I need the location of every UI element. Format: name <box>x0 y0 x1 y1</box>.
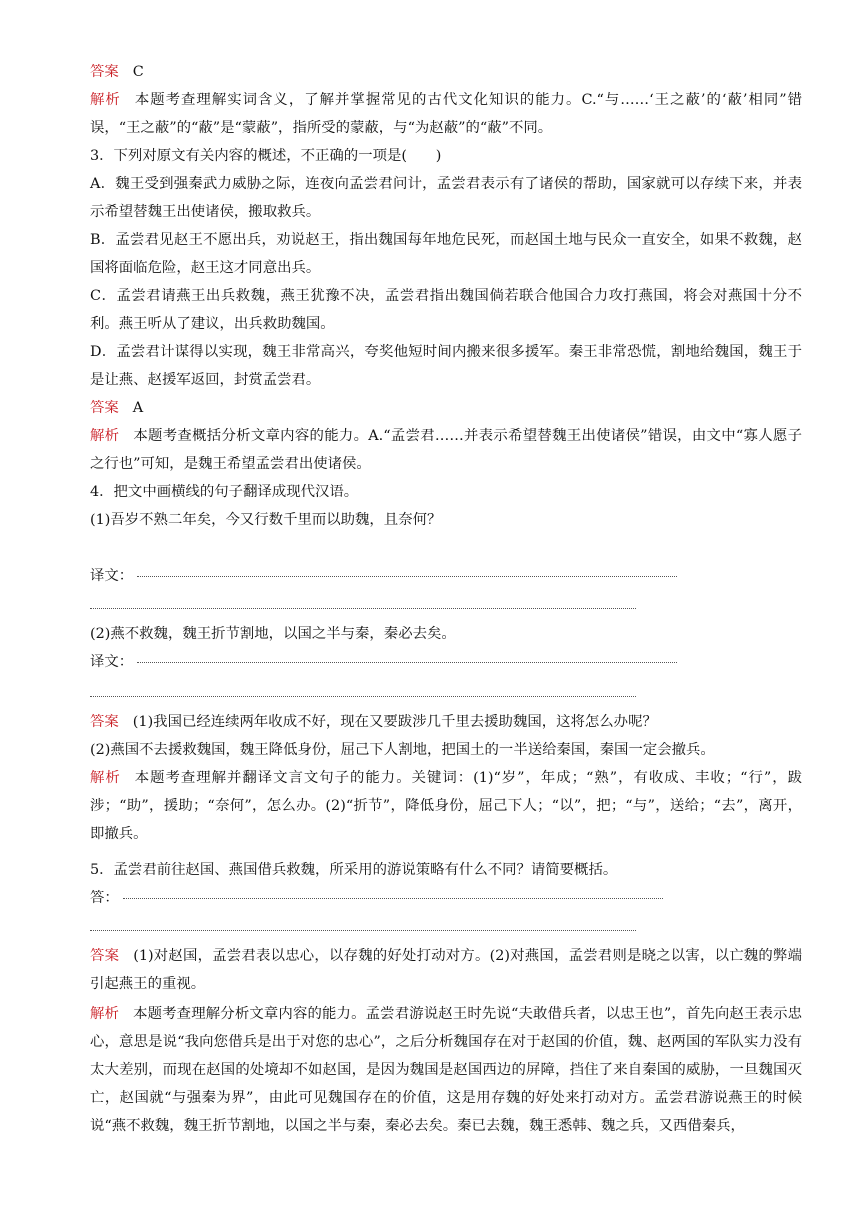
q3-stem <box>90 142 802 170</box>
q4-analysis <box>90 764 802 848</box>
q3-option-b <box>90 226 802 282</box>
q5-analysis <box>90 1000 802 1140</box>
analysis-label: 解析 <box>90 428 120 444</box>
option-c: C．孟尝君请燕王出兵救魏，燕王犹豫不决，孟尝君指出魏国倘若联合他国合力攻打燕国，将会对燕国十分不利。燕王听从了建议，出兵救助魏国。 <box>90 288 802 332</box>
q2-analysis <box>90 86 802 142</box>
answer-value: C <box>132 64 144 80</box>
q4-stem <box>90 478 802 506</box>
analysis-label: 解析 <box>90 92 121 108</box>
question-stem: 3．下列对原文有关内容的概述，不正确的一项是( ) <box>90 148 442 164</box>
answer-label: 答案 <box>90 714 119 730</box>
answer-blank[interactable] <box>137 576 677 577</box>
q3-option-d <box>90 338 802 394</box>
sentence-1: (1)吾岁不熟二年矣，今又行数千里而以助魏，且奈何？ <box>90 512 442 528</box>
q2-answer <box>90 58 802 86</box>
option-d: D．孟尝君计谋得以实现，魏王非常高兴，夸奖他短时间内搬来很多援军。秦王非常恐慌，割地给魏国，魏王于是让燕、赵援军返回，封赏孟尝君。 <box>90 344 802 388</box>
answer-value: A <box>132 400 144 416</box>
translate-label: 译文： <box>90 568 134 584</box>
q3-answer <box>90 394 802 422</box>
answer-text: (1)对赵国，孟尝君表以忠心，以存魏的好处打动对方。(2)对燕国，孟尝君则是晓之以害，以亡魏的弊端引起燕王的重视。 <box>90 948 802 992</box>
translate-label: 译文： <box>90 654 134 670</box>
answer-blank[interactable] <box>137 662 677 663</box>
q3-option-a <box>90 170 802 226</box>
answer-text-1: (1)我国已经连续两年收成不好，现在又要跋涉几千里去援助魏国，这将怎么办呢？ <box>132 714 657 730</box>
q3-option-c <box>90 282 802 338</box>
q4-sentence-1 <box>90 506 802 534</box>
question-stem: 4．把文中画横线的句子翻译成现代汉语。 <box>90 484 359 500</box>
q5-stem <box>90 856 802 884</box>
analysis-label: 解析 <box>90 1006 120 1022</box>
answer-blank[interactable] <box>123 898 663 899</box>
analysis-text: 本题考查理解实词含义，了解并掌握常见的古代文化知识的能力。C.“与……‘王之蔽’的‘蔽’相同”错误，“王之蔽”的“蔽”是“蒙蔽”，指所受的蒙蔽，与“为赵蔽”的“蔽”不同。 <box>90 92 802 136</box>
option-b: B．孟尝君见赵王不愿出兵，劝说赵王，指出魏国每年地危民死，而赵国土地与民众一直安全，如果不救魏，赵国将面临危险，赵王这才同意出兵。 <box>90 232 802 276</box>
answer-blank-line[interactable] <box>90 930 636 931</box>
q4-answer-2 <box>90 736 802 764</box>
answer-blank-line[interactable] <box>90 696 636 697</box>
analysis-label: 解析 <box>90 770 121 786</box>
question-stem: 5．孟尝君前往赵国、燕国借兵救魏，所采用的游说策略有什么不同？请简要概括。 <box>90 862 618 878</box>
answer-text-2: (2)燕国不去援救魏国，魏王降低身份，屈己下人割地，把国土的一半送给秦国，秦国一定会撤兵。 <box>90 742 715 758</box>
q5-reply-line <box>90 884 802 912</box>
reply-label: 答： <box>90 890 119 906</box>
answer-label: 答案 <box>90 400 119 416</box>
q3-analysis <box>90 422 802 478</box>
q4-translate-line-1 <box>90 562 802 590</box>
sentence-2: (2)燕不救魏，魏王折节割地，以国之半与秦，秦必去矣。 <box>90 626 456 642</box>
analysis-text: 本题考查理解并翻译文言文句子的能力。关键词：(1)“岁”，年成；“熟”，有收成、丰收；“行”，跋涉；“助”，援助；“奈何”，怎么办。(2)“折节”，降低身份，屈己下人；“以”，把；“与”，送给；“去”，离开，即撤兵。 <box>90 770 802 842</box>
q5-answer <box>90 942 802 998</box>
q4-answer <box>90 708 802 736</box>
answer-label: 答案 <box>90 948 120 964</box>
option-a: A．魏王受到强秦武力威胁之际，连夜向孟尝君问计，孟尝君表示有了诸侯的帮助，国家就可以存续下来，并表示希望替魏王出使诸侯，搬取救兵。 <box>90 176 802 220</box>
q4-translate-line-2 <box>90 648 802 676</box>
analysis-text: 本题考查概括分析文章内容的能力。A.“孟尝君……并表示希望替魏王出使诸侯”错误，由文中“寡人愿子之行也”可知，是魏王希望孟尝君出使诸侯。 <box>90 428 802 472</box>
analysis-text: 本题考查理解分析文章内容的能力。孟尝君游说赵王时先说“夫敢借兵者，以忠王也”，首先向赵王表示忠心，意思是说“我向您借兵是出于对您的忠心”，之后分析魏国存在对于赵国的价值，魏、赵两国的军队实力没有太大差别，而现在赵国的处境却不如赵国，是因为魏国是赵国西边的屏障，挡住了来自秦国的威胁，一旦魏国灭亡，赵国就“与强秦为界”，由此可见魏国存在的价值，这是用存魏的好处来打动对方。孟尝君游说燕王的时候说“燕不救魏，魏王折节割地，以国之半与秦，秦必去矣。秦已去魏，魏王悉韩、魏之兵，又西借秦兵， <box>90 1006 802 1134</box>
answer-blank-line[interactable] <box>90 608 636 609</box>
q4-sentence-2 <box>90 620 802 648</box>
answer-label: 答案 <box>90 64 119 80</box>
